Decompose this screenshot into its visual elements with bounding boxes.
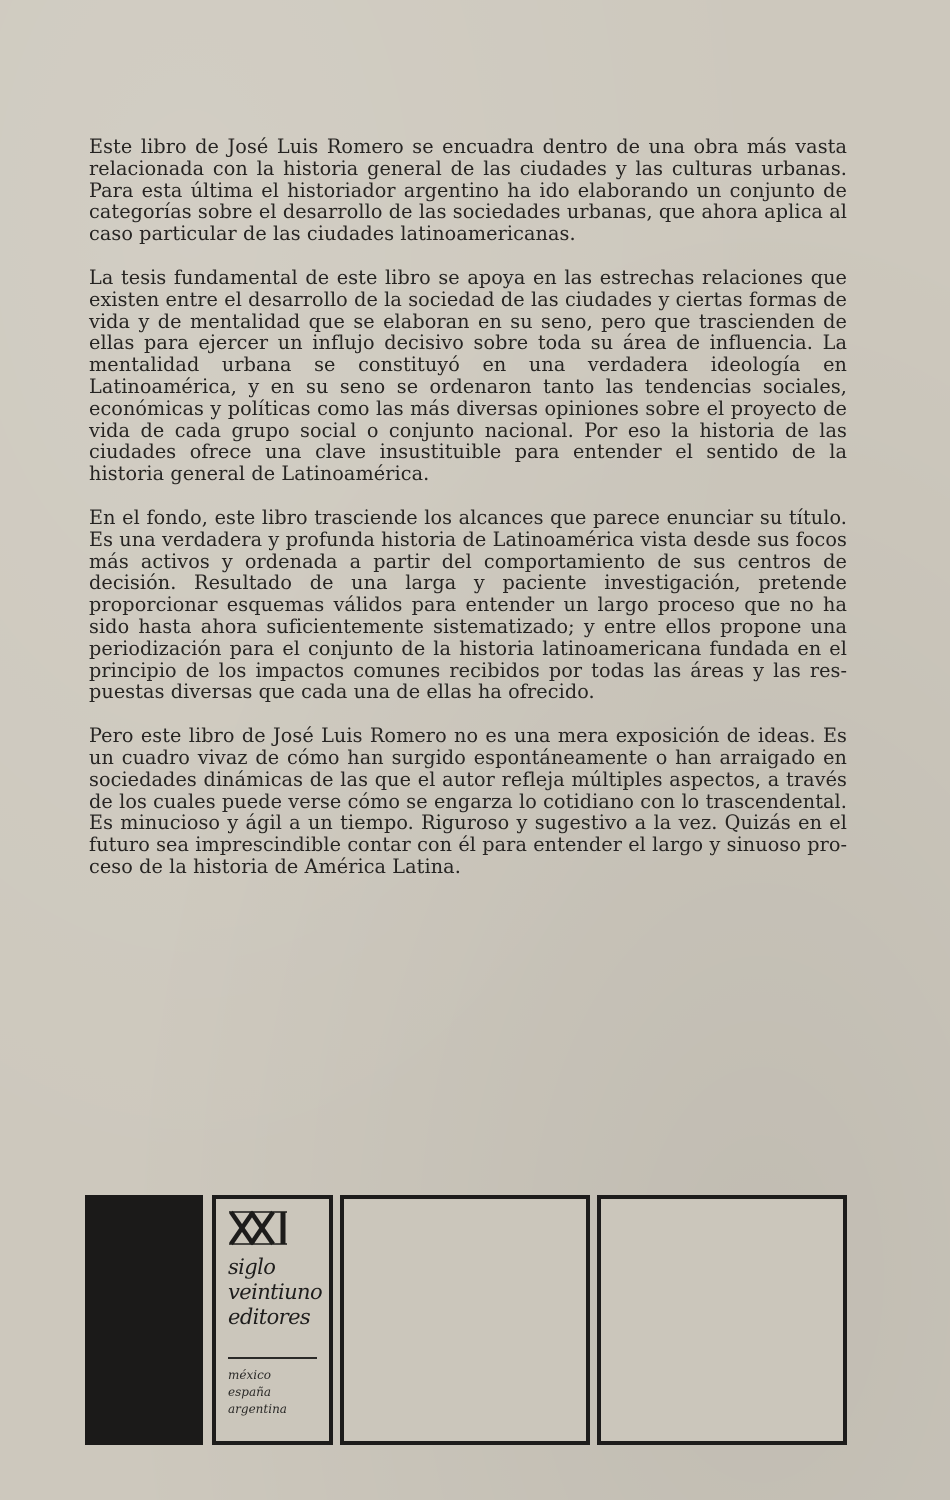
blurb-paragraph-1: Este libro de José Luis Romero se encuadra dentro de una obra más vasta relacionada con la historia general de las ciudades y las culturas urbanas. Para esta última el historiador argentino ha ido elaborando un conjunto de categorías sobre el desarrollo de las sociedades urbanas, que ahora aplica al caso particular de las ciudades latinoamericanas. <box>89 135 847 246</box>
city-label: españa <box>228 1385 271 1399</box>
city-label: argentina <box>228 1402 287 1416</box>
city-label: méxico <box>228 1368 272 1382</box>
publisher-logo-box <box>212 1195 333 1445</box>
publisher-name-line: veintiuno <box>228 1280 322 1304</box>
publisher-name-line: siglo <box>228 1255 276 1279</box>
blurb-paragraph-2: La tesis fundamental de este libro se apoya en las estrechas relaciones que existen entre el desarrollo de la sociedad de las ciudades y ciertas formas de vida y de mentalidad que se elaboran en su seno, pero que trascienden de ellas para ejercer un influjo decisivo sobre toda su área de influencia. La mentalidad urbana se constituyó en una verdadera ideología en Latinoamérica, y en su seno se ordenaron tanto las tendencias sociales, económicas y políticas como las más diversas opiniones sobre el proyecto de vida de cada grupo social o conjunto nacional. Por eso la historia de las ciudades ofrece una clave insustituible para entender el sentido de la historia general de Latinoamérica. <box>89 265 847 486</box>
publisher-cities <box>228 1367 287 1418</box>
blurb-paragraph-3: En el fondo, este libro trasciende los alcances que parece enunciar su título. Es una verdadera y profunda historia de Latinoamérica vista desde sus focos más activos y ordenada a partir del comportamiento de sus centros de decisión. Resultado de una larga y paciente investigación, pretende proporcionar esquemas válidos para entender un largo proceso que no ha sido hasta ahora suficientemente sistematizado; y entre ellos propone una periodización para el conjunto de la historia latinoamericana fundada en el principio de los impactos comunes recibidos por todas las áreas y las respuestas diversas que cada una de ellas ha ofrecido. <box>89 505 847 704</box>
black-bar <box>85 1195 203 1445</box>
publisher-name <box>228 1255 322 1330</box>
publisher-name-line: editores <box>228 1305 311 1329</box>
logo-divider <box>228 1357 317 1359</box>
blurb-text <box>89 136 847 900</box>
publisher-logo-icon <box>229 1209 293 1247</box>
empty-frame-1 <box>340 1195 590 1445</box>
publisher-strip <box>85 1195 847 1445</box>
empty-frame-2 <box>597 1195 847 1445</box>
blurb-paragraph-4: Pero este libro de José Luis Romero no es una mera exposición de ideas. Es un cuadro vivaz de cómo han surgido espontáneamente o han arraigado en sociedades dinámicas de las que el autor refleja múltiples aspectos, a través de los cuales puede verse cómo se engarza lo cotidiano con lo trascendental. Es minucioso y ágil a un tiempo. Riguroso y sugestivo a la vez. Quizás en el futuro sea imprescindible contar con él para entender el largo y sinuoso proceso de la historia de América Latina. <box>89 724 847 878</box>
